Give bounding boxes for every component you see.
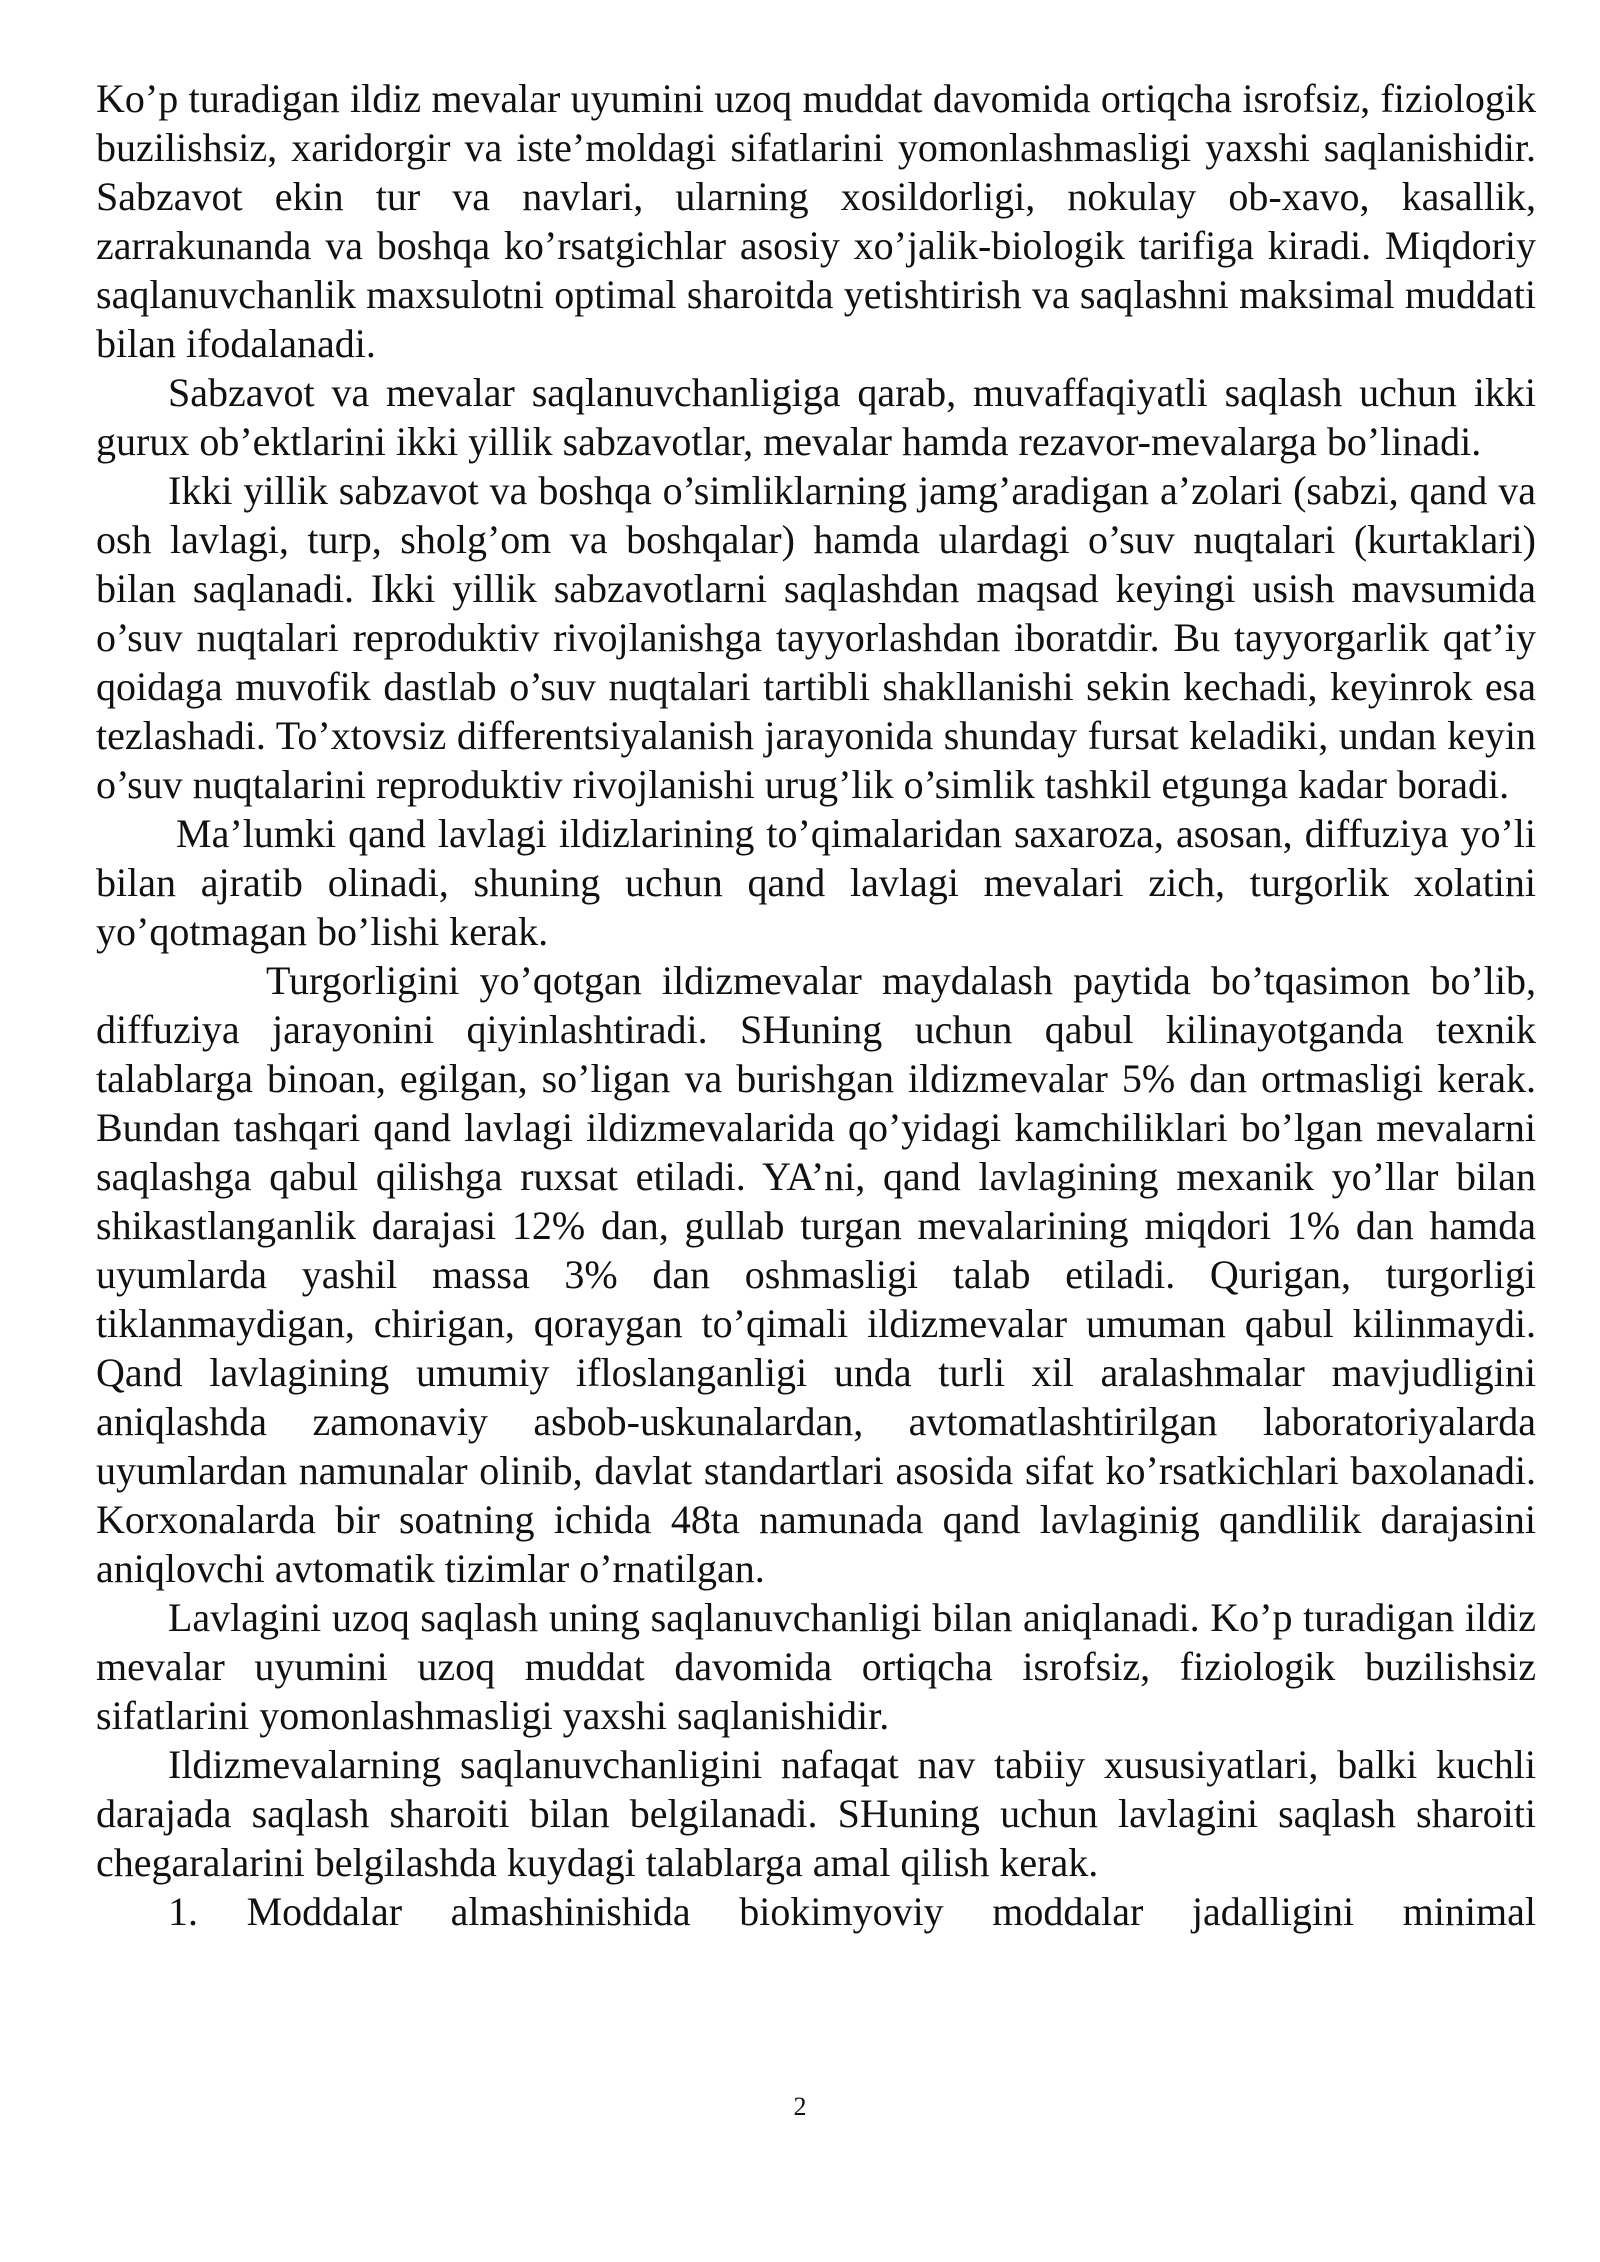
paragraph-8: 1. Moddalar almashinishida biokimyoviy moddalar jadalligini minimal <box>168 1889 1536 1934</box>
paragraph-6: Lavlagini uzoq saqlash uning saqlanuvchanligi bilan aniqlanadi. Ko’p turadigan ildiz mevalar uyumini uzoq muddat davomida ortiqcha isrofsiz, fiziologik buzilishsiz sifatlarini yomonlashmasligi yaxshi saqlanishidir. <box>96 1595 1536 1738</box>
page-number: 2 <box>793 2092 807 2121</box>
paragraph-5: Turgorligini yo’qotgan ildizmevalar maydalash paytida bo’tqasimon bo’lib, diffuziya jarayonini qiyinlashtiradi. SHuning uchun qabul kilinayotganda texnik talablarga binoan, egilgan, so’ligan va burishgan ildizmevalar 5% dan ortmasligi kerak. Bundan tashqari qand lavlagi ildizmevalarida qo’yidagi kamchiliklari bo’lgan mevalarni saqlashga qabul qilishga ruxsat etiladi. YA’ni, qand lavlagining mexanik yo’llar bilan shikastlanganlik darajasi 12% dan, gullab turgan mevalarining miqdori 1% dan hamda uyumlarda yashil massa 3% dan oshmasligi talab etiladi. Qurigan, turgorligi tiklanmaydigan, chirigan, qoraygan to’qimali ildizmevalar umuman qabul kilinmaydi. Qand lavlagining umumiy ifloslanganligi unda turli xil aralashmalar mavjudligini aniqlashda zamonaviy asbob-uskunalardan, avtomatlashtirilgan laboratoriyalarda uyumlardan namunalar olinib, davlat standartlari asosida sifat ko’rsatkichlari baxolanadi. Korxonalarda bir soatning ichida 48ta namunada qand lavlaginig qandlilik darajasini aniqlovchi avtomatik tizimlar o’rnatilgan. <box>96 958 1536 1591</box>
paragraph-7: Ildizmevalarning saqlanuvchanligini nafaqat nav tabiiy xususiyatlari, balki kuchli darajada saqlash sharoiti bilan belgilanadi. SHuning uchun lavlagini saqlash sharoiti chegaralarini belgilashda kuydagi talablarga amal qilish kerak. <box>96 1742 1536 1885</box>
paragraph-3: Ikki yillik sabzavot va boshqa o’simliklarning jamg’aradigan a’zolari (sabzi, qand va osh lavlagi, turp, sholg’om va boshqalar) hamda ulardagi o’suv nuqtalari (kurtaklari) bilan saqlanadi. Ikki yillik sabzavotlarni saqlashdan maqsad keyingi usish mavsumida o’suv nuqtalari reproduktiv rivojlanishga tayyorlashdan iboratdir. Bu tayyorgarlik qat’iy qoidaga muvofik dastlab o’suv nuqtalari tartibli shakllanishi sekin kechadi, keyinrok esa tezlashadi. To’xtovsiz differentsiyalanish jarayonida shunday fursat keladiki, undan keyin o’suv nuqtalarini reproduktiv rivojlanishi urug’lik o’simlik tashkil etgunga kadar boradi. <box>96 468 1536 807</box>
paragraph-4: Ma’lumki qand lavlagi ildizlarining to’qimalaridan saxaroza, asosan, diffuziya yo’li bilan ajratib olinadi, shuning uchun qand lavlagi mevalari zich, turgorlik xolatini yo’qotmagan bo’lishi kerak. <box>96 811 1536 954</box>
paragraph-1: Ko’p turadigan ildiz mevalar uyumini uzoq muddat davomida ortiqcha isrofsiz, fiziologik buzilishsiz, xaridorgir va iste’moldagi sifatlarini yomonlashmasligi yaxshi saqlanishidir. Sabzavot ekin tur va navlari, ularning xosildorligi, nokulay ob-xavo, kasallik, zarrakunanda va boshqa ko’rsatgichlar asosiy xo’jalik-biologik tarifiga kiradi. Miqdoriy saqlanuvchanlik maxsulotni optimal sharoitda yetishtirish va saqlashni maksimal muddati bilan ifodalanadi. <box>96 76 1536 366</box>
document-body <box>96 74 1536 1936</box>
paragraph-2: Sabzavot va mevalar saqlanuvchanligiga qarab, muvaffaqiyatli saqlash uchun ikki gurux ob’ektlarini ikki yillik sabzavotlar, mevalar hamda rezavor-mevalarga bo’linadi. <box>96 370 1536 464</box>
